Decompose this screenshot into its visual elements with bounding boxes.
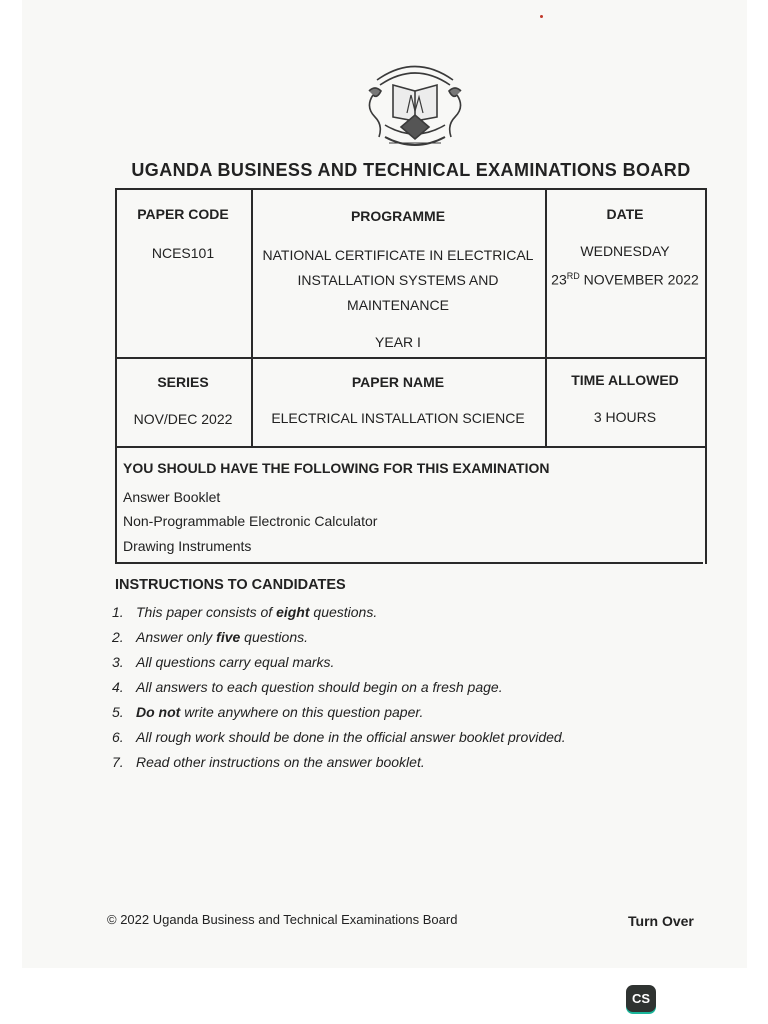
header-series: SERIES [157, 374, 209, 390]
instruction-number: 3. [112, 654, 124, 670]
board-title: UGANDA BUSINESS AND TECHNICAL EXAMINATIONS BOARD [131, 160, 691, 180]
date-ordinal: RD [566, 271, 580, 281]
camscanner-logo-icon: CS [626, 985, 656, 1012]
instruction-text: questions. [309, 604, 378, 620]
instructions-heading: INSTRUCTIONS TO CANDIDATES [115, 577, 346, 593]
instructions-list [112, 600, 672, 775]
table-divider-row1 [115, 357, 707, 359]
paper-code-value: NCES101 [151, 245, 215, 261]
turn-over-label: Turn Over [628, 913, 694, 929]
header-date: DATE [606, 206, 644, 222]
speck [540, 15, 543, 18]
instruction-item [112, 750, 672, 775]
instruction-text: Answer only [136, 629, 217, 645]
date-month-year: NOVEMBER 2022 [579, 271, 699, 288]
instruction-text: questions. [240, 629, 308, 645]
programme-line: MAINTENANCE [347, 297, 449, 313]
instruction-text: All rough work should be done in the official answer booklet provided. [136, 729, 566, 745]
header-programme: PROGRAMME [350, 208, 446, 224]
instruction-text: write anywhere on this question paper. [180, 704, 424, 720]
instruction-number: 4. [112, 679, 124, 695]
time-allowed-value: 3 HOURS [593, 409, 657, 425]
header-paper-name: PAPER NAME [351, 374, 445, 390]
requirement-item: Drawing Instruments [123, 538, 252, 554]
instruction-text: All questions carry equal marks. [136, 654, 335, 670]
instruction-item [112, 650, 672, 675]
exam-info-table [115, 188, 707, 564]
programme-line: INSTALLATION SYSTEMS AND [297, 272, 499, 288]
instruction-number: 7. [112, 754, 124, 770]
instruction-item [112, 600, 672, 625]
programme-year: YEAR I [375, 334, 421, 350]
requirement-item: Answer Booklet [123, 489, 221, 505]
instruction-text: All answers to each question should begin on a fresh page. [136, 679, 503, 695]
paper-name-value: ELECTRICAL INSTALLATION SCIENCE [271, 410, 525, 426]
copyright-notice: © 2022 Uganda Business and Technical Examinations Board [107, 912, 458, 927]
requirement-item: Non-Programmable Electronic Calculator [123, 513, 378, 529]
board-emblem-icon [355, 55, 475, 163]
header-paper-code: PAPER CODE [137, 206, 229, 222]
instruction-emphasis: Do not [136, 704, 181, 720]
programme-line: NATIONAL CERTIFICATE IN ELECTRICAL [262, 247, 534, 263]
instruction-item [112, 675, 672, 700]
table-border-top [115, 188, 707, 190]
table-divider-row2 [115, 446, 707, 448]
instruction-emphasis: five [216, 629, 241, 645]
table-border-bottom [115, 562, 703, 564]
instruction-emphasis: eight [276, 604, 310, 620]
instruction-item [112, 700, 672, 725]
date-day: WEDNESDAY [580, 243, 670, 259]
instruction-number: 2. [112, 629, 124, 645]
instruction-text: Read other instructions on the answer booklet. [136, 754, 425, 770]
date-full [545, 264, 705, 293]
programme-value [251, 243, 545, 355]
header-time-allowed: TIME ALLOWED [571, 372, 679, 388]
table-border-right [705, 188, 707, 564]
requirements-heading: YOU SHOULD HAVE THE FOLLOWING FOR THIS EXAMINATION [123, 460, 550, 476]
instruction-number: 1. [112, 604, 124, 620]
instruction-number: 5. [112, 704, 124, 720]
date-number: 23 [551, 271, 567, 288]
instruction-item [112, 625, 672, 650]
series-value: NOV/DEC 2022 [133, 411, 233, 427]
instruction-text: This paper consists of [136, 604, 277, 620]
instruction-item [112, 725, 672, 750]
instruction-number: 6. [112, 729, 124, 745]
date-value [545, 239, 705, 293]
